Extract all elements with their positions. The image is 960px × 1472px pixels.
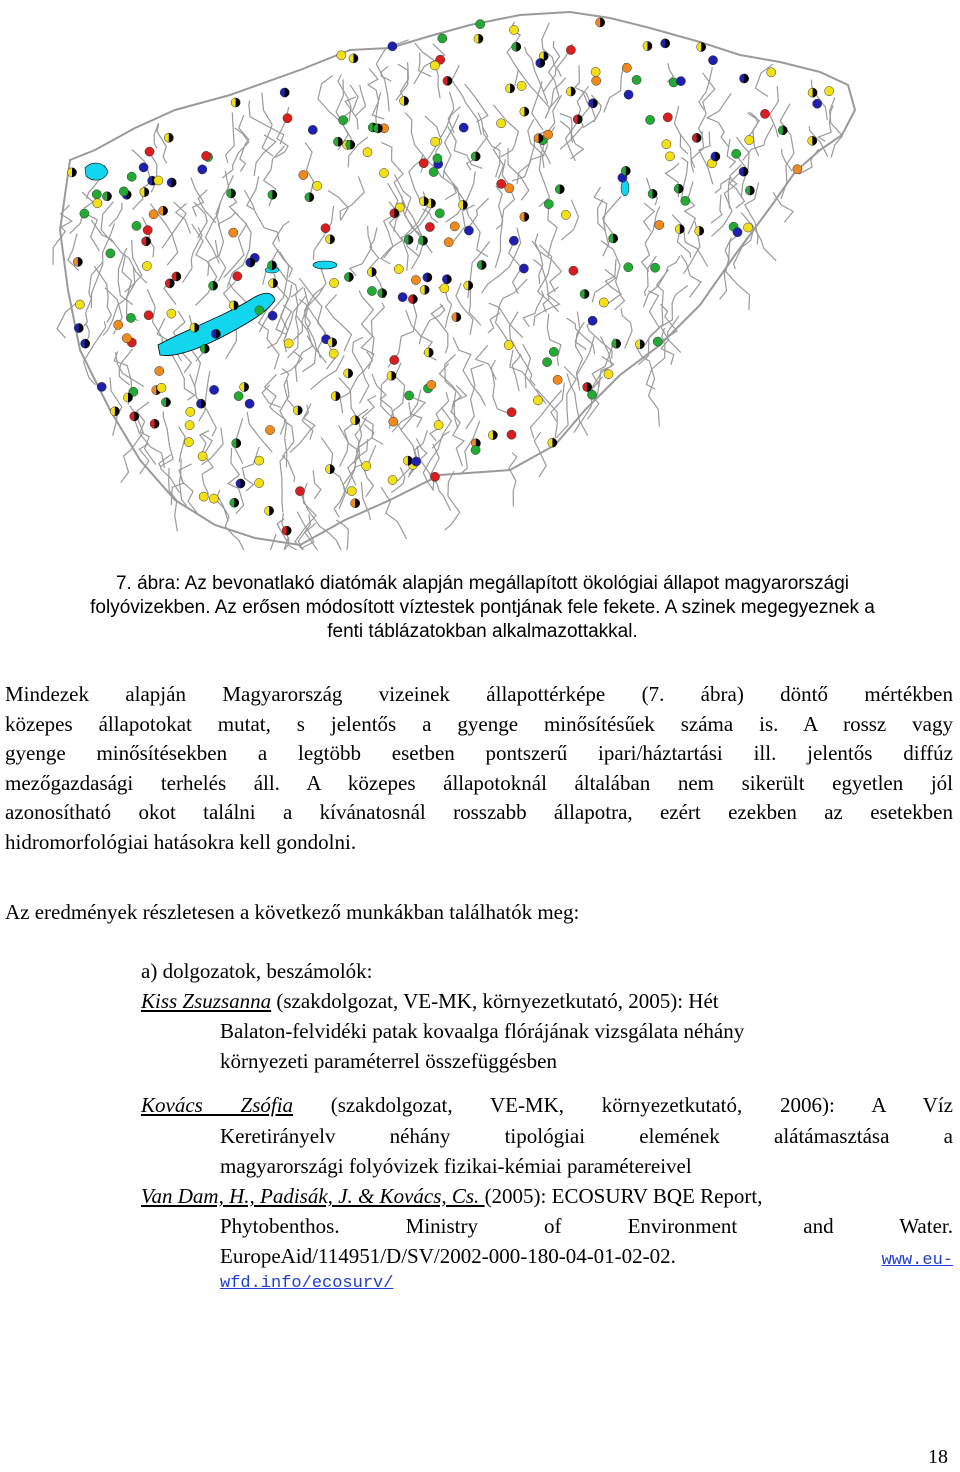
sampling-point xyxy=(674,184,683,193)
sampling-point xyxy=(326,235,335,244)
reference-line: Balaton-felvidéki patak kovaalga flórájának vizsgálata néhány xyxy=(220,1019,745,1043)
sampling-point xyxy=(612,339,621,348)
paragraph-line: Az eredmények részletesen a következő munkákban találhatók meg: xyxy=(5,900,580,924)
sampling-point xyxy=(378,289,387,298)
sampling-point xyxy=(337,51,346,60)
sampling-point xyxy=(349,54,358,63)
sampling-point xyxy=(544,130,553,139)
sampling-point xyxy=(333,137,342,146)
sampling-point xyxy=(497,179,506,188)
hungary-river-map xyxy=(0,0,960,550)
sampling-point xyxy=(97,382,106,391)
body-paragraph-2 xyxy=(5,898,953,928)
sampling-point xyxy=(347,486,356,495)
sampling-point xyxy=(429,167,438,176)
sampling-point xyxy=(255,478,264,487)
sampling-point xyxy=(142,237,151,246)
reference-text: EuropeAid/114951/D/SV/2002-000-180-04-01-02-02. xyxy=(220,1243,676,1268)
sampling-point xyxy=(268,190,277,199)
sampling-point xyxy=(648,189,657,198)
sampling-point xyxy=(200,344,209,353)
sampling-point xyxy=(362,461,371,470)
reference-author: Van Dam, H., Padisák, J. & Kovács, Cs. xyxy=(141,1184,485,1208)
sampling-point xyxy=(367,267,376,276)
sampling-point xyxy=(813,99,822,108)
sampling-point xyxy=(155,366,164,375)
sampling-point xyxy=(74,323,83,332)
sampling-point xyxy=(573,115,582,124)
sampling-point xyxy=(167,309,176,318)
sampling-point xyxy=(506,84,515,93)
sampling-point xyxy=(240,382,249,391)
sampling-point xyxy=(505,184,514,193)
sampling-point xyxy=(440,284,449,293)
sampling-point xyxy=(373,124,382,133)
sampling-point xyxy=(708,56,717,65)
body-paragraph-1 xyxy=(5,680,953,857)
sampling-point xyxy=(246,258,255,267)
sampling-point xyxy=(367,286,376,295)
sampling-point xyxy=(740,74,749,83)
sampling-point xyxy=(609,234,618,243)
sampling-point xyxy=(733,228,742,237)
reference-1-continuation xyxy=(220,1017,953,1076)
sampling-point xyxy=(233,272,242,281)
sampling-point xyxy=(520,212,529,221)
sampling-point xyxy=(265,506,274,515)
sampling-point xyxy=(662,140,671,149)
sampling-point xyxy=(793,165,802,174)
sampling-point xyxy=(313,181,322,190)
sampling-point xyxy=(504,341,513,350)
sampling-point xyxy=(566,87,575,96)
sampling-point xyxy=(346,140,355,149)
sampling-point xyxy=(512,42,521,51)
sampling-point xyxy=(210,385,219,394)
sampling-point xyxy=(767,68,776,77)
sampling-point xyxy=(351,416,360,425)
sampling-point xyxy=(604,370,613,379)
reference-line: magyarországi folyóvizek fizikai-kémiai paramétereivel xyxy=(220,1153,692,1178)
sampling-point xyxy=(418,236,427,245)
sampling-point xyxy=(661,39,670,48)
sampling-point xyxy=(390,355,399,364)
sampling-point xyxy=(102,192,111,201)
sampling-point xyxy=(67,168,76,177)
sampling-point xyxy=(443,76,452,85)
sampling-point xyxy=(184,438,193,447)
sampling-point xyxy=(624,263,633,272)
sampling-point xyxy=(430,472,439,481)
sampling-point xyxy=(265,426,274,435)
sampling-point xyxy=(458,200,467,209)
sampling-point xyxy=(389,417,398,426)
sampling-point xyxy=(517,81,526,90)
sampling-point xyxy=(543,358,552,367)
sampling-point xyxy=(663,113,672,122)
sampling-point xyxy=(255,456,264,465)
reference-text: (szakdolgozat, VE-MK, környezetkutató, 2005): Hét xyxy=(271,989,719,1013)
sampling-point xyxy=(424,348,433,357)
caption-line: 7. ábra: Az bevonatlakó diatómák alapján megállapított ökológiai állapot magyarországi xyxy=(115,573,849,594)
sampling-point xyxy=(420,285,429,294)
paragraph-line: hidromorfológiai hatásokra kell gondolni. xyxy=(5,829,357,854)
sampling-point xyxy=(596,18,605,27)
sampling-point xyxy=(142,261,151,270)
sampling-point xyxy=(143,226,152,235)
sampling-point xyxy=(308,125,317,134)
sampling-point xyxy=(403,456,412,465)
reference-author: Kovács Zsófia xyxy=(141,1093,294,1117)
sampling-point xyxy=(404,235,413,244)
sampling-point xyxy=(231,98,240,107)
sampling-point xyxy=(198,452,207,461)
sampling-point xyxy=(476,20,485,29)
sampling-point xyxy=(655,220,664,229)
sampling-point xyxy=(442,275,451,284)
sampling-point xyxy=(808,136,817,145)
sampling-point xyxy=(394,265,403,274)
sampling-point xyxy=(665,152,674,161)
sampling-point xyxy=(154,176,163,185)
sampling-point xyxy=(520,107,529,116)
sampling-point xyxy=(209,494,218,503)
sampling-point xyxy=(692,133,701,142)
sampling-point xyxy=(123,393,132,402)
sampling-point xyxy=(471,152,480,161)
sampling-point xyxy=(745,135,754,144)
sampling-point xyxy=(398,293,407,302)
sampling-point xyxy=(474,34,483,43)
sampling-point xyxy=(760,109,769,118)
sampling-point xyxy=(549,347,558,356)
sampling-point xyxy=(93,199,102,208)
sampling-point xyxy=(199,492,208,501)
sampling-point xyxy=(427,380,436,389)
reference-2-continuation xyxy=(220,1122,953,1181)
sampling-point xyxy=(167,178,176,187)
river-segment xyxy=(445,471,460,530)
reference-line xyxy=(220,1242,953,1272)
sampling-point xyxy=(127,172,136,181)
sampling-point xyxy=(477,260,486,269)
sampling-point xyxy=(711,152,720,161)
sampling-point xyxy=(331,392,340,401)
sampling-point xyxy=(229,228,238,237)
sampling-point xyxy=(267,261,276,270)
sampling-point xyxy=(624,90,633,99)
sampling-point xyxy=(202,151,211,160)
sampling-point xyxy=(438,34,447,43)
sampling-point xyxy=(591,67,600,76)
sampling-point xyxy=(245,399,254,408)
sampling-point xyxy=(330,278,339,287)
paragraph-line: gyenge minősítésekben a legtöbb esetben pontszerű ipari/háztartási ill. jelentős diffúz xyxy=(5,741,953,765)
sampling-point xyxy=(825,87,834,96)
sampling-point xyxy=(412,457,421,466)
sampling-point xyxy=(114,320,123,329)
sampling-point xyxy=(676,77,685,86)
sampling-point xyxy=(130,412,139,421)
sampling-point xyxy=(325,465,334,474)
sampling-point xyxy=(140,188,149,197)
paragraph-line: azonosítható okot találni a kívánatosnál rosszabb állapotra, ezért ezekben az esetekben xyxy=(5,800,953,824)
sampling-point xyxy=(419,197,428,206)
sampling-point xyxy=(122,334,131,343)
sampling-point xyxy=(150,419,159,428)
sampling-point xyxy=(92,190,101,199)
figure-caption xyxy=(10,572,955,644)
sampling-point xyxy=(234,392,243,401)
sampling-point xyxy=(569,266,578,275)
sampling-point xyxy=(536,58,545,67)
paragraph-line: Mindezek alapján Magyarország vizeinek állapottérképe (7. ábra) döntő mértékben xyxy=(5,682,953,706)
sampling-point xyxy=(328,338,337,347)
sampling-point xyxy=(592,76,601,85)
sampling-point xyxy=(444,238,453,247)
sampling-point xyxy=(196,399,205,408)
sampling-point xyxy=(344,369,353,378)
sampling-point xyxy=(653,337,662,346)
sampling-point xyxy=(227,189,236,198)
sampling-point xyxy=(236,479,245,488)
reference-url-link[interactable]: www.eu- xyxy=(881,1250,953,1270)
reference-line: környezeti paraméterrel összefüggésben xyxy=(220,1048,558,1073)
sampling-point xyxy=(459,123,468,132)
sampling-point xyxy=(651,263,660,272)
sampling-point xyxy=(435,209,444,218)
sampling-point xyxy=(411,275,420,284)
sampling-point xyxy=(339,116,348,125)
reference-author: Kiss Zsuzsanna xyxy=(141,989,272,1013)
sampling-point xyxy=(110,407,119,416)
sampling-point xyxy=(280,88,289,97)
sampling-point xyxy=(229,301,238,310)
reference-line: Keretirányelv néhány tipológiai elemének alátámasztása a xyxy=(220,1124,953,1148)
sampling-point xyxy=(379,169,388,178)
sampling-point xyxy=(172,272,181,281)
sampling-point xyxy=(387,371,396,380)
sampling-point xyxy=(321,224,330,233)
sampling-point xyxy=(126,313,135,322)
sampling-point xyxy=(507,408,516,417)
sampling-point xyxy=(561,210,570,219)
sampling-point xyxy=(548,438,557,447)
sampling-point xyxy=(681,196,690,205)
sampling-point xyxy=(75,300,84,309)
reference-text: (szakdolgozat, VE-MK, környezetkutató, 2006): A Víz xyxy=(293,1093,953,1117)
sampling-point xyxy=(106,249,115,258)
reference-1 xyxy=(141,987,719,1017)
sampling-point xyxy=(534,134,543,143)
sampling-point xyxy=(282,526,291,535)
sampling-point xyxy=(509,236,518,245)
sampling-point xyxy=(675,225,684,234)
sampling-point xyxy=(464,226,473,235)
sampling-point xyxy=(450,222,459,231)
sampling-point xyxy=(695,226,704,235)
sampling-point xyxy=(509,25,518,34)
sampling-point xyxy=(507,430,516,439)
sampling-point xyxy=(622,63,631,72)
reference-3 xyxy=(141,1182,763,1212)
sampling-point xyxy=(161,398,170,407)
sampling-point xyxy=(185,421,194,430)
sampling-point xyxy=(139,163,148,172)
paragraph-line: mezőgazdasági terhelés áll. A közepes állapotoknál általában nem sikerült egyetlen jól xyxy=(5,770,953,795)
sampling-point xyxy=(497,119,506,128)
sampling-point xyxy=(434,421,443,430)
sampling-point xyxy=(433,154,442,163)
lake-velence xyxy=(313,261,337,269)
river-segment xyxy=(773,192,793,222)
reference-url-link-continued[interactable]: wfd.info/ecosurv/ xyxy=(220,1274,394,1293)
sampling-point xyxy=(425,222,434,231)
sampling-point xyxy=(588,316,597,325)
sampling-point xyxy=(232,439,241,448)
sampling-point xyxy=(268,311,277,320)
sampling-point xyxy=(464,281,473,290)
sampling-point xyxy=(284,339,293,348)
sampling-point xyxy=(646,115,655,124)
sampling-point xyxy=(732,149,741,158)
sampling-point xyxy=(255,306,264,315)
sampling-point xyxy=(295,487,304,496)
sampling-point xyxy=(293,406,302,415)
sampling-point xyxy=(533,396,542,405)
sampling-point xyxy=(299,170,308,179)
sampling-point xyxy=(643,41,652,50)
reference-3-continuation xyxy=(220,1212,953,1297)
paragraph-line: közepes állapotokat mutat, s jelentős a gyenge minősítésűek száma is. A rossz vagy xyxy=(5,711,953,736)
sampling-point xyxy=(599,298,608,307)
caption-line: folyóvizekben. Az erősen módosított víztestek pontjának fele fekete. A szinek megegyeznek a xyxy=(90,597,875,618)
sampling-point xyxy=(81,339,90,348)
sampling-point xyxy=(743,223,752,232)
sampling-point xyxy=(544,200,553,209)
sampling-point xyxy=(555,185,564,194)
sampling-point xyxy=(519,264,528,273)
reference-text: (2005): ECOSURV BQE Report, xyxy=(484,1184,763,1208)
sampling-point xyxy=(351,499,360,508)
river-segment xyxy=(751,223,776,260)
sampling-point xyxy=(198,165,207,174)
sampling-point xyxy=(119,187,128,196)
sampling-point xyxy=(580,289,589,298)
sampling-point xyxy=(344,272,353,281)
sampling-point xyxy=(73,257,82,266)
sampling-point xyxy=(588,99,597,108)
sampling-point xyxy=(80,209,89,218)
sampling-point xyxy=(211,329,220,338)
sampling-point xyxy=(144,311,153,320)
sampling-point xyxy=(132,221,141,230)
sampling-point xyxy=(452,313,461,322)
sampling-point xyxy=(697,42,706,51)
sampling-point xyxy=(739,167,748,176)
sampling-point xyxy=(190,323,199,332)
caption-line: fenti táblázatokban alkalmazottakkal. xyxy=(327,621,638,642)
sampling-point xyxy=(621,166,630,175)
sampling-point xyxy=(283,114,292,123)
reference-line: Phytobenthos. Ministry of Environment and Water. xyxy=(220,1214,953,1238)
sampling-point xyxy=(269,279,278,288)
sampling-point xyxy=(778,126,787,135)
sampling-point xyxy=(388,475,397,484)
sampling-point xyxy=(566,45,575,54)
sampling-point xyxy=(209,281,218,290)
sampling-point xyxy=(430,61,439,70)
sampling-point xyxy=(388,42,397,51)
sampling-point xyxy=(745,186,754,195)
reference-2 xyxy=(141,1091,953,1121)
sampling-point xyxy=(553,375,562,384)
sampling-point xyxy=(400,96,409,105)
sampling-point xyxy=(408,295,417,304)
sampling-point xyxy=(390,209,399,218)
sampling-point xyxy=(419,159,428,168)
sampling-point xyxy=(583,382,592,391)
sampling-point xyxy=(632,75,641,84)
sampling-point xyxy=(471,445,480,454)
sampling-point xyxy=(329,349,338,358)
sampling-point xyxy=(230,498,239,507)
sampling-point xyxy=(405,391,414,400)
sampling-point xyxy=(159,206,168,215)
sampling-point xyxy=(145,147,154,156)
sampling-point xyxy=(423,273,432,282)
sampling-point xyxy=(808,88,817,97)
sampling-point xyxy=(305,193,314,202)
sampling-point xyxy=(157,383,166,392)
sampling-point xyxy=(431,137,440,146)
sampling-point xyxy=(165,279,174,288)
sampling-point xyxy=(149,210,158,219)
sampling-point xyxy=(186,407,195,416)
sampling-point xyxy=(635,340,644,349)
sampling-point xyxy=(164,133,173,142)
sampling-point xyxy=(488,431,497,440)
sampling-point xyxy=(363,148,372,157)
page-number: 18 xyxy=(928,1446,948,1468)
references-section-label: a) dolgozatok, beszámolók: xyxy=(141,959,373,983)
